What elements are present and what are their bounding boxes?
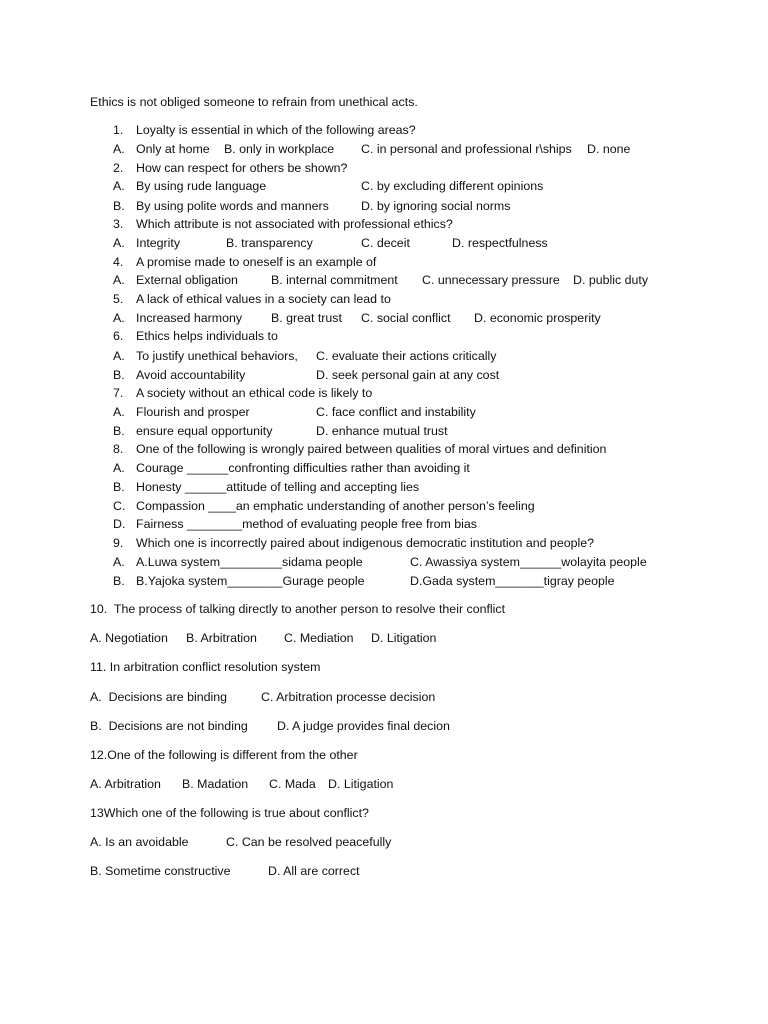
intro-text: Ethics is not obliged someone to refrain from unethical acts. bbox=[90, 95, 418, 109]
option-text: D. public duty bbox=[573, 273, 649, 287]
option-text: A. Is an avoidable bbox=[90, 835, 189, 849]
option-text: C. Awassiya system______wolayita people bbox=[410, 555, 647, 569]
list-marker: 7. bbox=[113, 386, 124, 400]
option-text: By using rude language bbox=[136, 179, 267, 193]
list-marker: D. bbox=[113, 517, 126, 531]
option-text: C. unnecessary pressure bbox=[422, 273, 560, 287]
option-text: Only at home bbox=[136, 142, 210, 156]
option-text: C. by excluding different opinions bbox=[361, 179, 544, 193]
option-text: C. Arbitration processe decision bbox=[261, 690, 436, 704]
question-text: 10. The process of talking directly to another person to resolve their conflict bbox=[90, 602, 506, 616]
option-text: B. only in workplace bbox=[224, 142, 335, 156]
option-text: External obligation bbox=[136, 273, 238, 287]
question-text: 11. In arbitration conflict resolution system bbox=[90, 660, 321, 674]
question-text: Which one is incorrectly paired about indigenous democratic institution and people? bbox=[136, 536, 595, 550]
question-text: A promise made to oneself is an example of bbox=[136, 255, 377, 269]
question-text: 13Which one of the following is true about conflict? bbox=[90, 806, 369, 820]
option-text: B. internal commitment bbox=[271, 273, 398, 287]
option-text: Honesty ______attitude of telling and accepting lies bbox=[136, 480, 420, 494]
list-marker: 6. bbox=[113, 329, 124, 343]
option-text: A. Arbitration bbox=[90, 777, 161, 791]
option-text: Compassion ____an emphatic understanding of another person’s feeling bbox=[136, 499, 535, 513]
question-text: How can respect for others be shown? bbox=[136, 161, 348, 175]
list-marker: A. bbox=[113, 405, 125, 419]
option-text: D. by ignoring social norms bbox=[361, 199, 511, 213]
list-marker: B. bbox=[113, 368, 125, 382]
option-text: B. transparency bbox=[226, 236, 313, 250]
option-text: D. respectfulness bbox=[452, 236, 548, 250]
list-marker: A. bbox=[113, 273, 125, 287]
question-text: A society without an ethical code is likely to bbox=[136, 386, 373, 400]
option-text: B. great trust bbox=[271, 311, 342, 325]
option-text: Fairness ________method of evaluating people free from bias bbox=[136, 517, 477, 531]
option-text: D. none bbox=[587, 142, 631, 156]
option-text: B. Decisions are not binding bbox=[90, 719, 248, 733]
option-text: C. in personal and professional r\ships bbox=[361, 142, 572, 156]
list-marker: B. bbox=[113, 480, 125, 494]
option-text: D. Litigation bbox=[328, 777, 394, 791]
option-text: C. Mediation bbox=[284, 631, 354, 645]
option-text: Avoid accountability bbox=[136, 368, 246, 382]
option-text: D. seek personal gain at any cost bbox=[316, 368, 500, 382]
option-text: A. Negotiation bbox=[90, 631, 168, 645]
option-text: C. deceit bbox=[361, 236, 410, 250]
option-text: D. Litigation bbox=[371, 631, 437, 645]
option-text: B. Madation bbox=[182, 777, 249, 791]
option-text: D.Gada system_______tigray people bbox=[410, 574, 615, 588]
list-marker: B. bbox=[113, 424, 125, 438]
list-marker: C. bbox=[113, 499, 126, 513]
list-marker: 9. bbox=[113, 536, 124, 550]
list-marker: 4. bbox=[113, 255, 124, 269]
option-text: Courage ______confronting difficulties rather than avoiding it bbox=[136, 461, 470, 475]
option-text: D. economic prosperity bbox=[474, 311, 601, 325]
option-text: By using polite words and manners bbox=[136, 199, 329, 213]
option-text: C. Can be resolved peacefully bbox=[226, 835, 392, 849]
question-text: A lack of ethical values in a society can lead to bbox=[136, 292, 391, 306]
list-marker: 8. bbox=[113, 442, 124, 456]
option-text: C. social conflict bbox=[361, 311, 451, 325]
list-marker: A. bbox=[113, 142, 125, 156]
list-marker: A. bbox=[113, 349, 125, 363]
list-marker: A. bbox=[113, 311, 125, 325]
question-text: 12.One of the following is different from the other bbox=[90, 748, 358, 762]
list-marker: 1. bbox=[113, 123, 124, 137]
list-marker: A. bbox=[113, 555, 125, 569]
option-text: To justify unethical behaviors, bbox=[136, 349, 298, 363]
question-text: Which attribute is not associated with professional ethics? bbox=[136, 217, 453, 231]
question-text: Loyalty is essential in which of the following areas? bbox=[136, 123, 416, 137]
option-text: Increased harmony bbox=[136, 311, 243, 325]
option-text: C. face conflict and instability bbox=[316, 405, 476, 419]
list-marker: A. bbox=[113, 179, 125, 193]
option-text: D. A judge provides final decion bbox=[277, 719, 450, 733]
option-text: A. Decisions are binding bbox=[90, 690, 228, 704]
option-text: D. enhance mutual trust bbox=[316, 424, 448, 438]
option-text: C. evaluate their actions critically bbox=[316, 349, 497, 363]
option-text: Integrity bbox=[136, 236, 181, 250]
option-text: B. Arbitration bbox=[186, 631, 257, 645]
option-text: A.Luwa system_________sidama people bbox=[136, 555, 363, 569]
list-marker: 2. bbox=[113, 161, 124, 175]
option-text: D. All are correct bbox=[268, 864, 360, 878]
option-text: B. Sometime constructive bbox=[90, 864, 231, 878]
option-text: B.Yajoka system________Gurage people bbox=[136, 574, 365, 588]
option-text: C. Mada bbox=[269, 777, 316, 791]
list-marker: B. bbox=[113, 574, 125, 588]
option-text: Flourish and prosper bbox=[136, 405, 250, 419]
list-marker: A. bbox=[113, 236, 125, 250]
question-text: One of the following is wrongly paired between qualities of moral virtues and definition bbox=[136, 442, 607, 456]
list-marker: B. bbox=[113, 199, 125, 213]
list-marker: 3. bbox=[113, 217, 124, 231]
list-marker: 5. bbox=[113, 292, 124, 306]
list-marker: A. bbox=[113, 461, 125, 475]
question-text: Ethics helps individuals to bbox=[136, 329, 278, 343]
option-text: ensure equal opportunity bbox=[136, 424, 273, 438]
